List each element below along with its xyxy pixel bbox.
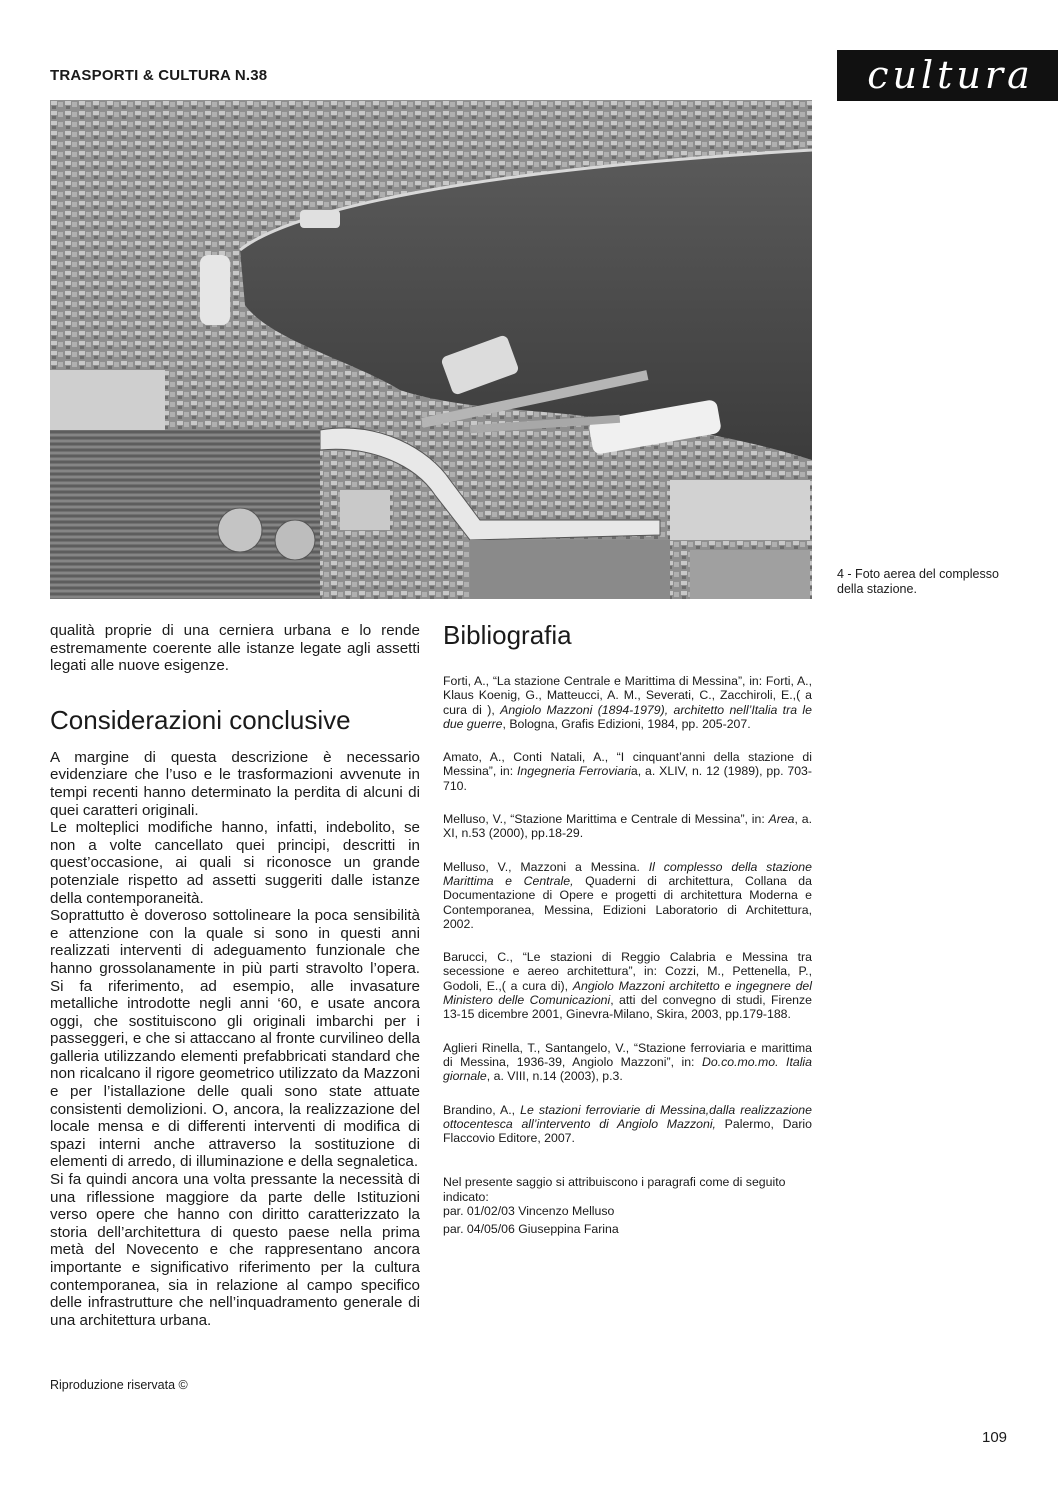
bibliography-heading: Bibliografia: [443, 620, 572, 650]
bibliography-entry: Barucci, C., “Le stazioni di Reggio Calabria e Messina tra secessione e aereo architettura”, in: Cozzi, M., Pettenella, P., Godoli, E.,( a cura di), Angiolo Mazzoni architetto e ingegnere del Ministero delle Comunicazioni, atti del convegno di studi, Firenze 13-15 dicembre 2001, Ginevra-Milano, Skira, 2003, pp.179-188.: [443, 950, 812, 1022]
bibliography-entry: Brandino, A., Le stazioni ferroviarie di Messina,dalla realizzazione ottocentesca all’intervento di Angiolo Mazzoni, Palermo, Dario Flaccovio Editore, 2007.: [443, 1102, 812, 1146]
author-attribution: [443, 1175, 812, 1236]
bibliography-entry: Melluso, V., Mazzoni a Messina. Il complesso della stazione Marittima e Centrale, Quaderni di architettura, Collana da Documentazione di Opere e progetti di architettura Moderna e Contemporanea, Messina, Edizioni Laboratorio di Architettura, 2002.: [443, 859, 812, 931]
left-column: [50, 622, 420, 1329]
paragraph: A margine di questa descrizione è necessario evidenziare che l’uso e le trasformazioni avvenute in tempi recenti hanno determinato la perdita di alcuni di quei caratteri originali.: [50, 748, 420, 819]
attribution-line: par. 04/05/06 Giuseppina Farina: [443, 1222, 619, 1237]
figure-caption: 4 - Foto aerea del complesso della stazione.: [837, 567, 999, 596]
right-column: [443, 620, 812, 1237]
paragraph: Le molteplici modifiche hanno, infatti, indebolito, se non a volte cancellato quei principi, descritti in quest’occasione, ai quali si riconosce un grande potenziale rispetto ad assetti suggeriti dalle istanze della contemporaneità.: [50, 819, 420, 907]
paragraph: Soprattutto è doveroso sottolineare la poca sensibilità e attenzione con la quale si sono in questi anni realizzati interventi di adeguamento funzionale che hanno grossolanamente in più parti stravolto l’opera. Si fa riferimento, ad esempio, alle invasature metalliche introdotte negli anni ‘60, e usate ancora oggi, che sostituiscono gli originali imbarchi per i passeggeri, e che si attaccano al fronte curvilineo della galleria utilizzando elementi prefabbricati standard che non ricalcano il rigore geometrico utilizzato da Mazzoni e per l’istallazione delle quali sono state attuate consistenti demolizioni. O, ancora, la realizzazione del locale mensa e di differenti interventi di modifica di spazi interni anche attraverso la sostituzione di elementi di arredo, di illuminazione e della segnaletica.: [50, 907, 420, 1171]
page-number: 109: [982, 1429, 1008, 1446]
copyright-notice: Riproduzione riservata ©: [50, 1378, 188, 1392]
body-text: [50, 749, 420, 1330]
bibliography-entry: Aglieri Rinella, T., Santangelo, V., “Stazione ferroviaria e marittima di Messina, 1936-39, Angiolo Mazzoni”, in: Do.co.mo.mo. Italia giornale, a. VIII, n.14 (2003), p.3.: [443, 1040, 813, 1084]
journal-title: TRASPORTI & CULTURA N.38: [50, 67, 268, 84]
continuation-paragraph: qualità proprie di una cerniera urbana e lo rende estremamente coerente alle istanze legate agli assetti legati alle nuove esigenze.: [50, 622, 420, 675]
section-tag: cultura: [837, 50, 1058, 101]
bibliography-entry: Amato, A., Conti Natali, A., “I cinquant’anni della stazione di Messina”, in: Ingegneria Ferroviaria, a. XLIV, n. 12 (1989), pp. 703-710.: [443, 750, 812, 793]
bibliography-entry: Melluso, V., “Stazione Marittima e Centrale di Messina”, in: Area, a. XI, n.53 (2000), pp.18-29.: [443, 812, 812, 841]
attribution-line: par. 01/02/03 Vincenzo Melluso: [443, 1204, 615, 1219]
section-heading: Considerazioni conclusive: [50, 704, 351, 735]
attribution-intro: Nel presente saggio si attribuiscono i paragrafi come di seguito indicato:: [443, 1175, 786, 1204]
bibliography-entry: Forti, A., “La stazione Centrale e Marittima di Messina”, in: Forti, A., Klaus Koenig, G., Matteucci, A. M., Severati, C., Zacchiroli, E.,( a cura di ), Angiolo Mazzoni (1894-1979), architetto nell’Italia tra le due guerre, Bologna, Grafis Edizioni, 1984, pp. 205-207.: [443, 674, 812, 731]
aerial-photo: [50, 100, 812, 599]
paragraph: Si fa quindi ancora una volta pressante la necessità di una riflessione maggiore da parte delle Istituzioni verso opere che hanno con diritto caratterizzato la storia dell’architettura di questo paese nella prima metà del Novecento e che rappresentano ancora importante e significativo riferimento per la cultura contemporanea, sia in relazione al campo specifico delle infrastrutture che nell’inquadramento generale di una architettura urbana.: [50, 1171, 420, 1329]
